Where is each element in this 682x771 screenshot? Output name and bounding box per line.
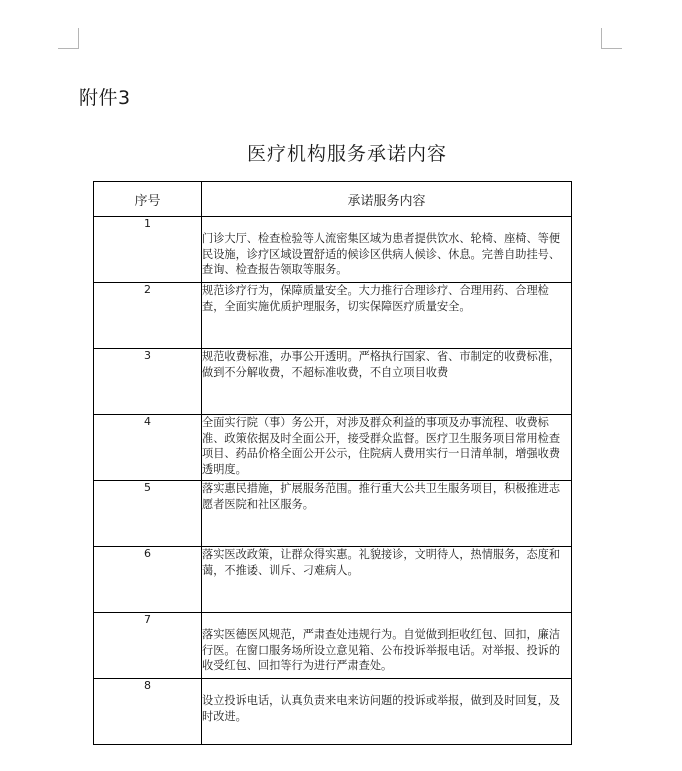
table-row (94, 217, 572, 283)
row-content: 落实医改政策，让群众得实惠。礼貌接诊，文明待人，热情服务，态度和蔼，不推诿、训斥、刁难病人。 (202, 547, 572, 613)
row-seq: 3 (94, 349, 202, 415)
service-pledge-table (93, 181, 572, 745)
crop-mark-top-left-vertical (78, 28, 79, 48)
row-seq: 2 (94, 283, 202, 349)
row-seq: 8 (94, 679, 202, 745)
row-content: 规范收费标准，办事公开透明。严格执行国家、省、市制定的收费标准，做到不分解收费，不超标准收费，不自立项目收费 (202, 349, 572, 415)
row-seq: 5 (94, 481, 202, 547)
table-row (94, 481, 572, 547)
table-row (94, 679, 572, 745)
table-row (94, 283, 572, 349)
row-content: 全面实行院（事）务公开，对涉及群众利益的事项及办事流程、收费标准、政策依据及时全面公开，接受群众监督。医疗卫生服务项目常用检查项目、药品价格全面公开公示，住院病人费用实行一日清单制，增强收费透明度。 (202, 415, 572, 481)
column-header-seq: 序号 (94, 182, 202, 217)
table-row (94, 349, 572, 415)
row-seq: 1 (94, 217, 202, 283)
row-content: 规范诊疗行为，保障质量安全。大力推行合理诊疗、合理用药、合理检查，全面实施优质护理服务，切实保障医疗质量安全。 (202, 283, 572, 349)
column-header-content: 承诺服务内容 (202, 182, 572, 217)
row-seq: 4 (94, 415, 202, 481)
row-content: 设立投诉电话，认真负责来电来访问题的投诉或举报，做到及时回复，及时改进。 (202, 679, 572, 745)
row-seq: 7 (94, 613, 202, 679)
attachment-label: 附件3 (79, 87, 131, 109)
table-row (94, 547, 572, 613)
crop-mark-top-right-horizontal (601, 48, 622, 49)
table-row (94, 613, 572, 679)
document-title: 医疗机构服务承诺内容 (246, 143, 447, 165)
row-content: 门诊大厅、检查检验等人流密集区域为患者提供饮水、轮椅、座椅、等便民设施，诊疗区域设置舒适的候诊区供病人候诊、休息。完善自助挂号、查询、检查报告领取等服务。 (202, 217, 572, 283)
crop-mark-top-right-vertical (601, 28, 602, 48)
row-content: 落实医德医风规范，严肃查处违规行为。自觉做到拒收红包、回扣，廉洁行医。在窗口服务场所设立意见箱、公布投诉举报电话。对举报、投诉的收受红包、回扣等行为进行严肃查处。 (202, 613, 572, 679)
table-header-row (94, 182, 572, 217)
crop-mark-top-left-horizontal (58, 48, 79, 49)
row-seq: 6 (94, 547, 202, 613)
row-content: 落实惠民措施，扩展服务范围。推行重大公共卫生服务项目，积极推进志愿者医院和社区服务。 (202, 481, 572, 547)
table-row (94, 415, 572, 481)
